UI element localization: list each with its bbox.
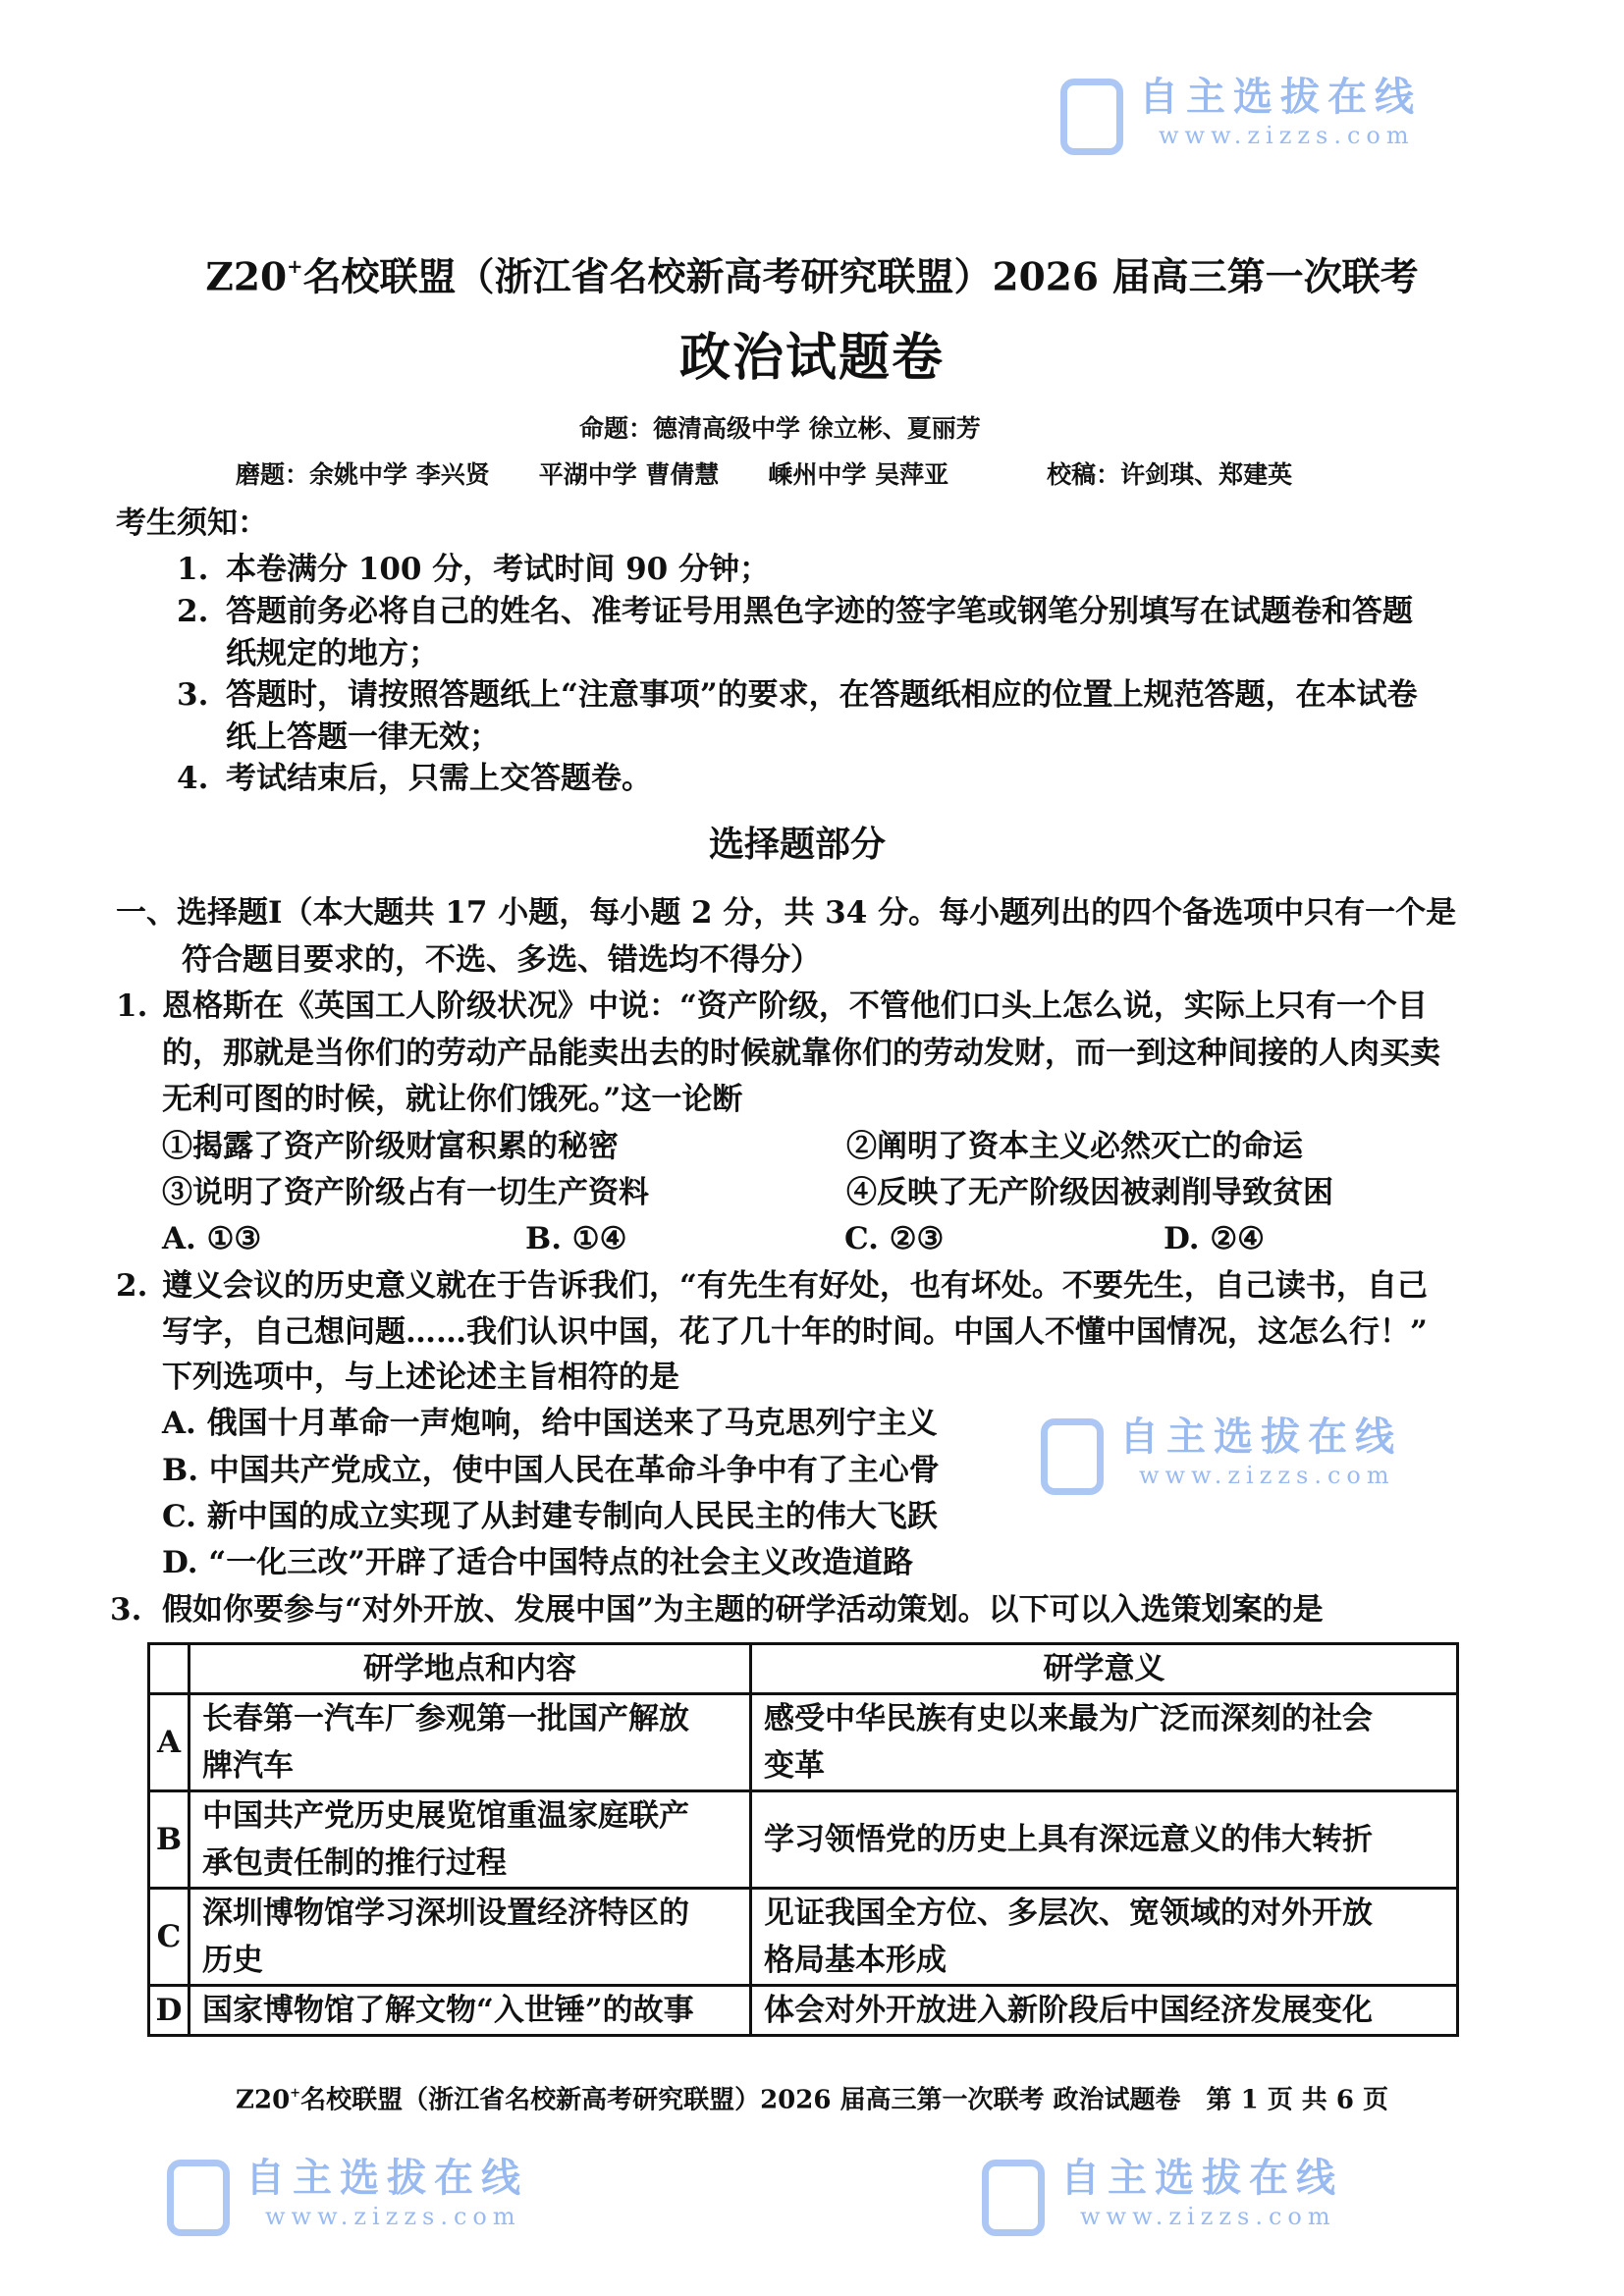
watermark-logo-icon — [1041, 1418, 1104, 1495]
watermark-url: www.zizzs.com — [1159, 122, 1415, 149]
row-meaning — [751, 1791, 1458, 1889]
q1-stem-line: 恩格斯在《英国工人阶级状况》中说：“资产阶级，不管他们口头上怎么说，实际上只有一个目 — [162, 988, 1428, 1024]
watermark-url: www.zizzs.com — [265, 2203, 521, 2230]
table-header-meaning: 研学意义 — [751, 1644, 1458, 1694]
q1-choice-b: B. ①④ — [525, 1221, 627, 1256]
watermark-name: 自主选拔在线 — [1119, 1414, 1402, 1460]
q1-statement-4: ④反映了无产阶级因被剥削导致贫困 — [846, 1175, 1333, 1210]
watermark — [245, 2155, 528, 2231]
section-title: 选择题部分 — [708, 824, 886, 865]
row-label: B — [149, 1791, 189, 1889]
q1-choice-d: D. ②④ — [1164, 1221, 1265, 1256]
row-meaning-line: 格局基本形成 — [764, 1943, 947, 1978]
notice-num-4: 4. — [177, 761, 209, 796]
q2-stem-line: 下列选项中，与上述论述主旨相符的是 — [162, 1360, 679, 1395]
part1-instructions: 一、选择题Ⅰ（本大题共 17 小题，每小题 2 分，共 34 分。每小题列出的四个备选项中只有一个是 — [116, 895, 1457, 931]
table-header-row — [149, 1644, 1458, 1694]
watermark-logo-icon — [982, 2160, 1045, 2236]
watermark — [1119, 1414, 1402, 1490]
q3-stem: 假如你要参与“对外开放、发展中国”为主题的研学活动策划。以下可以入选策划案的是 — [162, 1592, 1324, 1628]
q1-stem-line: 的，那就是当你们的劳动产品能卖出去的时候就靠你们的劳动发财，而一到这种间接的人肉买卖 — [162, 1036, 1440, 1071]
table-row — [149, 1791, 1458, 1889]
q2-number: 2. — [116, 1268, 148, 1304]
footer-text: 名校联盟（浙江省名校新高考研究联盟）2026 届高三第一次联考 政治试题卷 第 1 页 共 6 页 — [300, 2085, 1388, 2115]
q2-choice-d: D. “一化三改”开辟了适合中国特点的社会主义改造道路 — [162, 1545, 914, 1580]
title-sup: + — [287, 255, 303, 278]
q3-number: 3. — [110, 1592, 142, 1628]
row-label: C — [149, 1889, 189, 1986]
footer-prefix: Z20 — [236, 2085, 291, 2115]
table-row — [149, 1694, 1458, 1791]
title-prefix: Z20 — [205, 254, 288, 300]
row-meaning-line: 变革 — [764, 1748, 825, 1784]
row-content-line: 中国共产党历史展览馆重温家庭联产 — [202, 1798, 689, 1834]
row-meaning — [751, 1889, 1458, 1986]
watermark-logo-icon — [167, 2160, 230, 2236]
row-content-line: 历史 — [202, 1943, 263, 1978]
notice-item-3-cont: 纸上答题一律无效； — [226, 720, 500, 755]
q1-statement-1: ①揭露了资产阶级财富积累的秘密 — [162, 1129, 619, 1164]
authors-line: 命题：德清高级中学 徐立彬、夏丽芳 — [579, 414, 981, 443]
study-plan-table — [147, 1642, 1459, 2037]
row-content-line: 承包责任制的推行过程 — [202, 1845, 507, 1881]
row-content-line: 深圳博物馆学习深圳设置经济特区的 — [202, 1896, 689, 1931]
watermark-name: 自主选拔在线 — [245, 2155, 528, 2201]
subject-title: 政治试题卷 — [678, 328, 945, 388]
table-header-blank — [149, 1644, 189, 1694]
q2-stem-line: 写字，自己想问题……我们认识中国，花了几十年的时间。中国人不懂中国情况，这怎么行！” — [162, 1314, 1428, 1350]
notice-num-3: 3. — [177, 677, 209, 713]
watermark-url: www.zizzs.com — [1139, 1462, 1395, 1489]
row-content — [189, 1889, 751, 1986]
notice-item-1: 本卷满分 100 分，考试时间 90 分钟； — [226, 552, 771, 587]
row-content — [189, 1986, 751, 2036]
notice-item-2-cont: 纸规定的地方； — [226, 636, 439, 671]
title-rest: 名校联盟（浙江省名校新高考研究联盟）2026 届高三第一次联考 — [302, 254, 1419, 300]
row-content — [189, 1791, 751, 1889]
footer-sup: + — [290, 2086, 301, 2101]
notice-num-2: 2. — [177, 594, 209, 629]
notice-item-3: 答题时，请按照答题纸上“注意事项”的要求，在答题纸相应的位置上规范答题，在本试卷 — [226, 677, 1418, 713]
watermark-name: 自主选拔在线 — [1060, 2155, 1343, 2201]
q1-statement-2: ②阐明了资本主义必然灭亡的命运 — [846, 1129, 1303, 1164]
row-content-line: 国家博物馆了解文物“入世锤”的故事 — [202, 1993, 694, 2028]
watermark — [1139, 74, 1422, 150]
q1-choice-a: A. ①③ — [162, 1221, 262, 1256]
watermark-url: www.zizzs.com — [1080, 2203, 1336, 2230]
row-meaning-line: 体会对外开放进入新阶段后中国经济发展变化 — [764, 1993, 1373, 2028]
q1-statement-3: ③说明了资产阶级占有一切生产资料 — [162, 1175, 649, 1210]
watermark-logo-icon — [1060, 79, 1123, 155]
row-meaning-line: 感受中华民族有史以来最为广泛而深刻的社会 — [764, 1701, 1373, 1736]
notice-item-2: 答题前务必将自己的姓名、准考证号用黑色字迹的签字笔或钢笔分别填写在试题卷和答题 — [226, 594, 1413, 629]
notice-heading: 考生须知： — [116, 506, 268, 541]
page-footer — [0, 2077, 1624, 2117]
q2-choice-b: B. 中国共产党成立，使中国人民在革命斗争中有了主心骨 — [162, 1453, 940, 1488]
row-label: A — [149, 1694, 189, 1791]
q2-choice-c: C. 新中国的成立实现了从封建专制向人民民主的伟大飞跃 — [162, 1499, 938, 1534]
row-label: D — [149, 1986, 189, 2036]
exam-title — [0, 242, 1624, 302]
row-meaning — [751, 1986, 1458, 2036]
row-meaning-line: 见证我国全方位、多层次、宽领域的对外开放 — [764, 1896, 1373, 1931]
table-row — [149, 1889, 1458, 1986]
row-meaning-line: 学习领悟党的历史上具有深远意义的伟大转折 — [764, 1822, 1373, 1857]
row-content-line: 长春第一汽车厂参观第一批国产解放 — [202, 1701, 689, 1736]
reviewers-line: 磨题：余姚中学 李兴贤 平湖中学 曹倩慧 嵊州中学 吴萍亚 校稿：许剑琪、郑建英 — [236, 460, 1293, 489]
q2-choice-a: A. 俄国十月革命一声炮响，给中国送来了马克思列宁主义 — [162, 1406, 938, 1441]
q2-stem-line: 遵义会议的历史意义就在于告诉我们，“有先生有好处，也有坏处。不要先生，自己读书，自己 — [162, 1268, 1428, 1304]
table-row — [149, 1986, 1458, 2036]
table-header-content: 研学地点和内容 — [189, 1644, 751, 1694]
part1-instructions-cont: 符合题目要求的，不选、多选、错选均不得分） — [182, 942, 821, 978]
notice-item-4: 考试结束后，只需上交答题卷。 — [226, 761, 652, 796]
watermark-name: 自主选拔在线 — [1139, 74, 1422, 120]
row-content — [189, 1694, 751, 1791]
q1-stem-line: 无利可图的时候，就让你们饿死。”这一论断 — [162, 1082, 743, 1117]
notice-num-1: 1. — [177, 552, 209, 587]
q1-choice-c: C. ②③ — [844, 1221, 945, 1256]
q1-number: 1. — [116, 988, 148, 1024]
row-content-line: 牌汽车 — [202, 1748, 294, 1784]
watermark — [1060, 2155, 1343, 2231]
row-meaning — [751, 1694, 1458, 1791]
